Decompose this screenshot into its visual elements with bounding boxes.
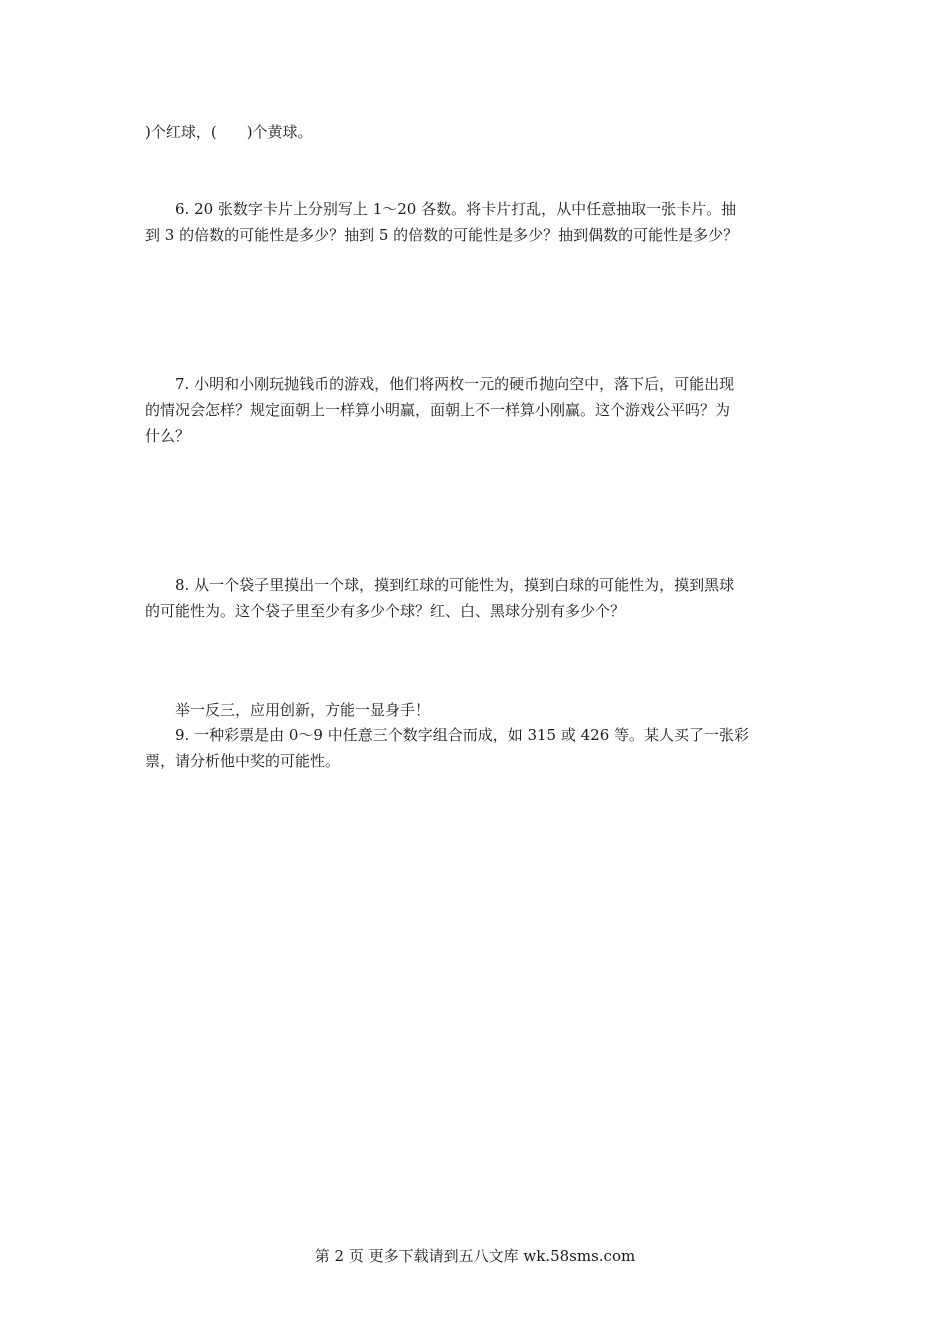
question-6-line-1: 6. 20 张数字卡片上分别写上 1～20 各数。将卡片打乱，从中任意抽取一张卡片。抽 <box>175 200 737 218</box>
question-9-line-1: 9. 一种彩票是由 0～9 中任意三个数字组合而成，如 315 或 426 等。某人买了一张彩 <box>175 726 750 744</box>
question-8-line-2: 的可能性为。这个袋子里至少有多少个球？红、白、黑球分别有多少个？ <box>145 602 626 620</box>
question-9-line-2: 票，请分析他中奖的可能性。 <box>145 752 341 770</box>
question-7-line-2: 的情况会怎样？规定面朝上一样算小明赢，面朝上不一样算小刚赢。这个游戏公平吗？为 <box>145 401 731 419</box>
question-7-line-1: 7. 小明和小刚玩抛钱币的游戏，他们将两枚一元的硬币抛向空中，落下后，可能出现 <box>175 375 735 393</box>
question-8-line-1: 8. 从一个袋子里摸出一个球，摸到红球的可能性为，摸到白球的可能性为，摸到黑球 <box>175 576 735 594</box>
question-5-continuation: )个红球，( )个黄球。 <box>145 123 313 141</box>
question-6-line-2: 到 3 的倍数的可能性是多少？抽到 5 的倍数的可能性是多少？抽到偶数的可能性是多少？ <box>145 226 739 244</box>
page-footer: 第 2 页 更多下载请到五八文库 wk.58sms.com <box>314 1247 636 1265</box>
question-7-line-3: 什么？ <box>145 427 191 445</box>
section-heading: 举一反三，应用创新，方能一显身手！ <box>175 701 431 719</box>
